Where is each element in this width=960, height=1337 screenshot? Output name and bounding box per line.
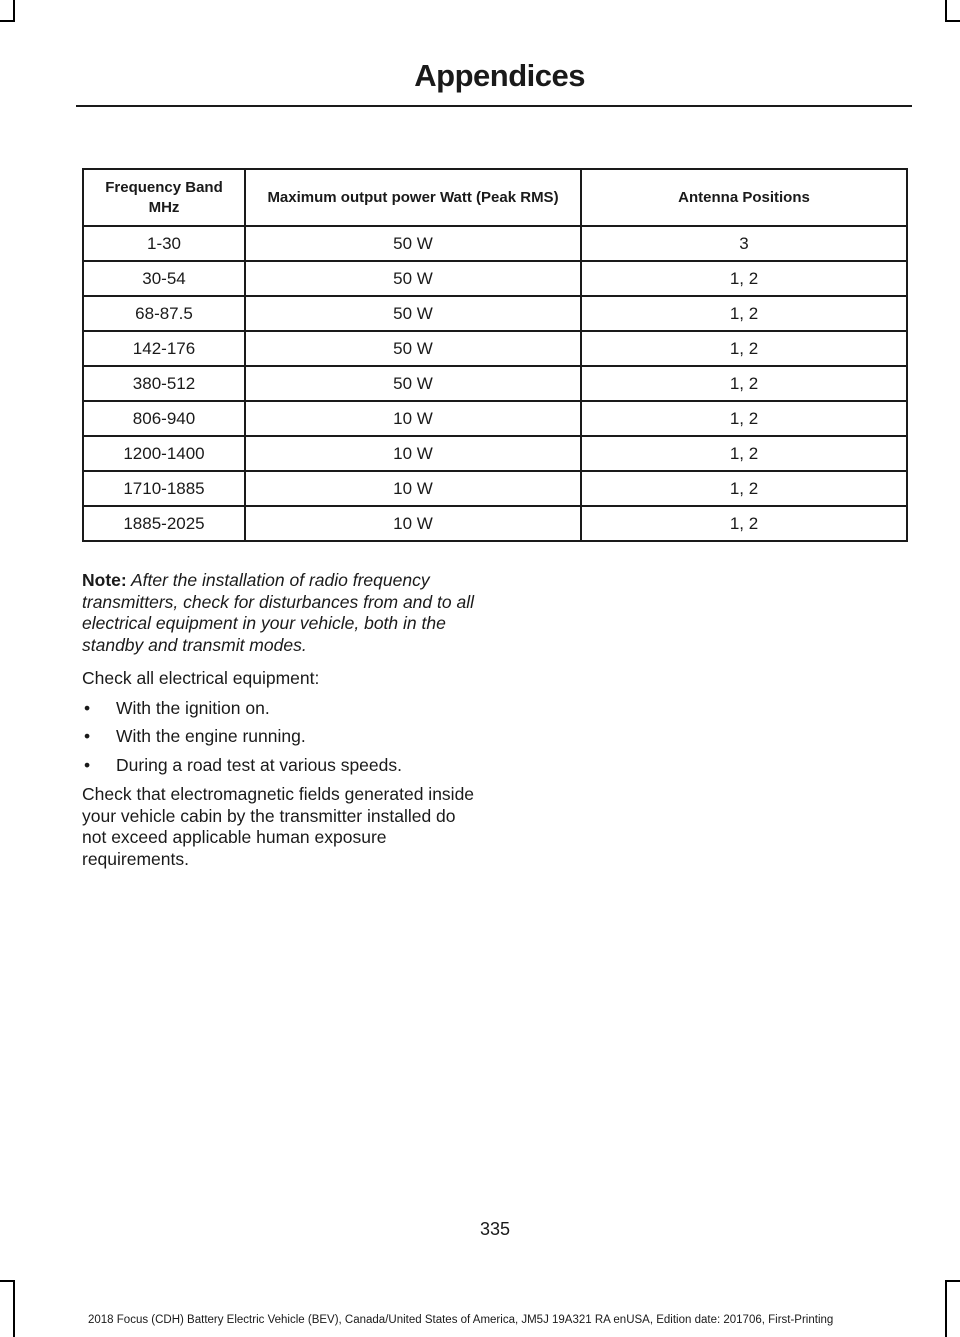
cell-antenna: 3 [581, 226, 907, 261]
crop-mark [945, 0, 947, 20]
closing-paragraph: Check that electromagnetic fields generated inside your vehicle cabin by the transmitter installed do not exceed applicable human exposure requirements. [82, 784, 475, 869]
table-row [83, 226, 907, 261]
cell-power: 50 W [245, 366, 581, 401]
list-item [82, 755, 482, 777]
table-row [83, 296, 907, 331]
cell-antenna: 1, 2 [581, 261, 907, 296]
crop-mark [945, 20, 960, 22]
frequency-table [82, 168, 908, 542]
table-row [83, 401, 907, 436]
cell-frequency: 380-512 [83, 366, 245, 401]
cell-antenna: 1, 2 [581, 506, 907, 541]
crop-mark [13, 1280, 15, 1337]
cell-power: 10 W [245, 506, 581, 541]
note-text: After the installation of radio frequency transmitters, check for disturbances from and to all electrical equipment in your vehicle, both in the standby and transmit modes. [82, 570, 474, 655]
note-label: Note: [82, 570, 127, 590]
cell-frequency: 1885-2025 [83, 506, 245, 541]
cell-antenna: 1, 2 [581, 331, 907, 366]
cell-power: 50 W [245, 331, 581, 366]
crop-mark [13, 0, 15, 20]
table-header-row [83, 169, 907, 226]
table-row [83, 261, 907, 296]
crop-mark [0, 20, 15, 22]
table-row [83, 506, 907, 541]
list-item [82, 726, 482, 748]
cell-antenna: 1, 2 [581, 401, 907, 436]
cell-frequency: 1-30 [83, 226, 245, 261]
page-number: 335 [479, 1219, 511, 1239]
cell-frequency: 1710-1885 [83, 471, 245, 506]
body-text [82, 570, 482, 878]
check-intro: Check all electrical equipment: [82, 668, 320, 688]
list-item-text: During a road test at various speeds. [116, 754, 402, 775]
cell-power: 50 W [245, 261, 581, 296]
table-row [83, 471, 907, 506]
list-item [82, 698, 482, 720]
cell-frequency: 806-940 [83, 401, 245, 436]
table-row [83, 436, 907, 471]
cell-power: 50 W [245, 226, 581, 261]
note-paragraph [82, 570, 482, 656]
list-item-text: With the ignition on. [116, 697, 270, 718]
cell-antenna: 1, 2 [581, 471, 907, 506]
cell-antenna: 1, 2 [581, 366, 907, 401]
bullet-icon: • [84, 754, 91, 775]
bullet-icon: • [84, 697, 91, 718]
list-item-text: With the engine running. [116, 726, 306, 746]
bullet-icon: • [84, 726, 91, 746]
check-list [82, 698, 482, 777]
cell-frequency: 68-87.5 [83, 296, 245, 331]
cell-frequency: 30-54 [83, 261, 245, 296]
cell-frequency: 142-176 [83, 331, 245, 366]
crop-mark [945, 1280, 947, 1337]
cell-frequency: 1200-1400 [83, 436, 245, 471]
column-header-antenna: Antenna Positions [581, 169, 907, 226]
edition-footer: 2018 Focus (CDH) Battery Electric Vehicle (BEV), Canada/United States of America, JM5J 19A321 RA enUSA, Edition date: 201706, First-Printing [88, 1314, 834, 1326]
title-divider [76, 105, 912, 107]
table-row [83, 331, 907, 366]
cell-antenna: 1, 2 [581, 436, 907, 471]
cell-power: 10 W [245, 436, 581, 471]
crop-mark [0, 1280, 15, 1282]
cell-power: 10 W [245, 401, 581, 436]
cell-antenna: 1, 2 [581, 296, 907, 331]
cell-power: 50 W [245, 296, 581, 331]
table-row [83, 366, 907, 401]
column-header-power: Maximum output power Watt (Peak RMS) [245, 169, 581, 226]
column-header-frequency: Frequency Band MHz [83, 169, 245, 226]
page-title: Appendices [414, 58, 585, 93]
cell-power: 10 W [245, 471, 581, 506]
crop-mark [945, 1280, 960, 1282]
